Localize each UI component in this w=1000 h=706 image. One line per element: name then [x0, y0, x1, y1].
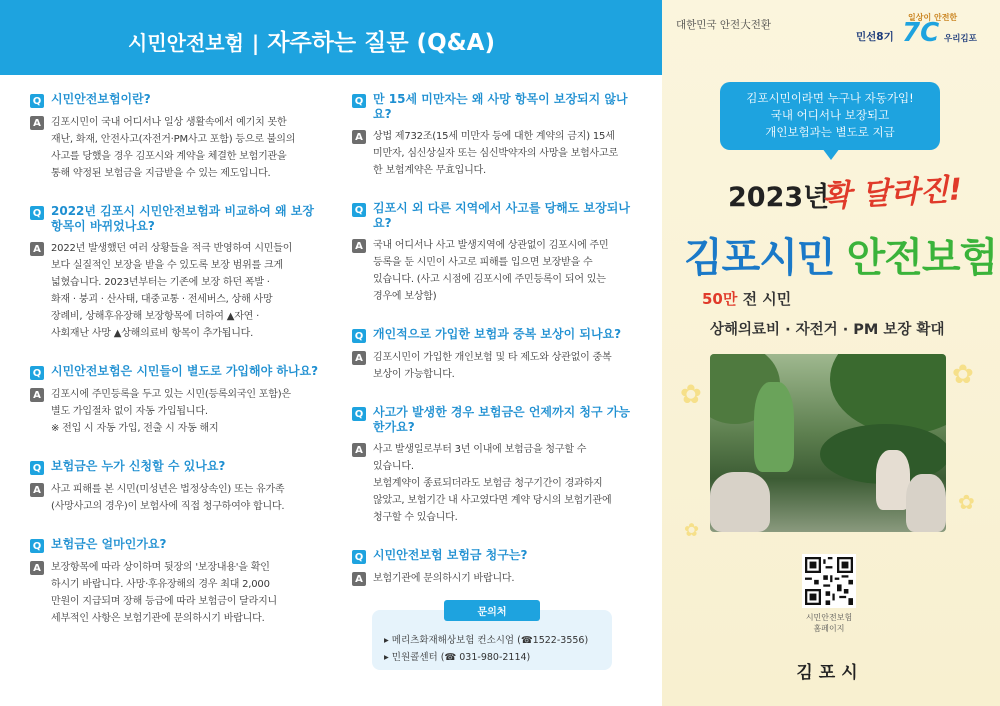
answer-text: 상법 제732조(15세 미만자 등에 대한 계약의 금지) 15세 미만자, 심신상실자 또는 심신박약자의 사망을 보험사고로 한 보험계약은 무효입니다. — [373, 131, 618, 176]
national-slogan: 대한민국 안전大전환 — [676, 19, 771, 31]
answer — [352, 441, 632, 526]
contact-title-label: 문의처 — [444, 600, 541, 621]
flower-icon: ✿ — [680, 380, 702, 410]
flower-icon: ✿ — [952, 360, 974, 390]
qa-column-left — [30, 92, 320, 649]
qa-item — [30, 204, 320, 342]
question — [352, 92, 632, 122]
answer-text: 보장항목에 따라 상이하며 뒷장의 '보장내용'을 확인 하시기 바랍니다. 사망·후유장해의 경우 최대 2,000 만원이 지급되며 장해 등급에 따라 보험금이 달라지니 세부적인 사항은 보험기관에 문의하시기 바랍니다. — [51, 562, 277, 624]
answer-mark-icon: A — [352, 239, 366, 253]
logo-slogan: 일상이 안전한 — [908, 13, 958, 22]
qr-caption: 시민안전보험 홈페이지 — [805, 613, 853, 633]
qr-code-icon[interactable] — [802, 554, 856, 608]
answer — [352, 349, 632, 383]
qa-item — [30, 92, 320, 182]
answer — [352, 570, 632, 587]
answer — [30, 240, 320, 342]
qa-item — [30, 364, 320, 437]
question-text: 김포시 외 다른 지역에서 사고를 당해도 보장되나요? — [373, 201, 630, 230]
qa-item — [352, 92, 632, 179]
contact-lines — [384, 632, 588, 666]
answer-text: 보험기관에 문의하시기 바랍니다. — [373, 573, 515, 584]
contact-line-callcenter: ▸ 민원콜센터 (☎ 031-980-2114) — [384, 652, 531, 663]
speech-bubble: 김포시민이라면 누구나 자동가입! 국내 어디서나 보장되고 개인보험과는 별도로 지급 — [720, 82, 940, 150]
answer-text: 국내 어디서나 사고 발생지역에 상관없이 김포시에 주민 등록을 둔 시민이 사고로 피해를 입으면 보장받을 수 있습니다. (사고 시점에 김포시에 주민등록이 되어 있는 경우에 보상함) — [373, 240, 609, 302]
banner-heading: 자주하는 질문 (Q&A) — [267, 30, 495, 56]
logo-number: 7C — [902, 18, 940, 48]
question-text: 보험금은 누가 신청할 수 있나요? — [51, 459, 226, 473]
question — [30, 92, 320, 108]
cover-title — [684, 226, 997, 283]
question-text: 만 15세 미만자는 왜 사망 항목이 보장되지 않나요? — [373, 92, 628, 121]
answer — [30, 481, 320, 515]
flower-icon: ✿ — [958, 490, 975, 514]
flower-icon: ✿ — [684, 520, 700, 541]
qa-column-middle — [352, 92, 632, 609]
photo-cow-figure — [710, 472, 770, 532]
answer-mark-icon: A — [30, 242, 44, 256]
answer-text: 김포시민이 국내 어디서나 일상 생활속에서 예기치 못한 재난, 화재, 안전사고(자전거·PM사고 포함) 등으로 불의의 사고를 당했을 경우 김포시와 계약을 체결한 보험기관을 통해 약정된 보험금을 지급받을 수 있는 제도입니다. — [51, 117, 296, 179]
answer-mark-icon: A — [352, 130, 366, 144]
question-text: 시민안전보험이란? — [51, 92, 151, 106]
question-mark-icon: Q — [30, 461, 44, 475]
coverage-expansion: 상해의료비 · 자전거 · PM 보장 확대 — [710, 322, 945, 338]
logo-city: 우리김포 — [944, 34, 977, 44]
answer-text: 2022년 발생했던 여러 상황들을 적극 반영하여 시민들이 보다 실질적인 보장을 받을 수 있도록 보장 범위를 크게 넓혔습니다. 2023년부터는 기존에 보장 하던 폭발 · 화재 · 붕괴 · 산사태, 대중교통 · 전세버스, 상해 사망 장례비, 상해후유장해 보장항목에 더하여 ▲자연 · 사회재난 사망 ▲상해의료비 항목이 추가됩니다. — [51, 243, 293, 339]
question-text: 시민안전보험은 시민들이 별도로 가입해야 하나요? — [51, 364, 319, 378]
answer-text: 김포시에 주민등록을 두고 있는 시민(등록외국인 포함)은 별도 가입절차 없이 자동 가입됩니다. ※ 전입 시 자동 가입, 전출 시 자동 해지 — [51, 389, 291, 434]
answer-mark-icon: A — [30, 116, 44, 130]
question-text: 개인적으로 가입한 보험과 중복 보상이 되나요? — [373, 327, 622, 341]
answer — [30, 386, 320, 437]
banner-separator: | — [251, 31, 260, 55]
answer-mark-icon: A — [352, 351, 366, 365]
qa-item — [352, 201, 632, 305]
photo-tree — [830, 354, 946, 434]
question — [30, 537, 320, 553]
logo-label: 민선8기 — [856, 31, 894, 43]
question-text: 보험금은 얼마인가요? — [51, 537, 167, 551]
qa-item — [30, 459, 320, 515]
contact-box — [372, 607, 612, 670]
photo-child-sitting — [876, 450, 910, 510]
question — [30, 364, 320, 380]
answer-mark-icon: A — [352, 443, 366, 457]
question-mark-icon: Q — [352, 550, 366, 564]
question — [30, 204, 320, 234]
question — [352, 201, 632, 231]
question-mark-icon: Q — [30, 539, 44, 553]
city-name: 김포시 — [796, 663, 864, 683]
cover-title-part2: 안전보험 — [846, 235, 998, 281]
answer-text: 사고 피해를 본 시민(미성년은 법정상속인) 또는 유가족 (사망사고의 경우)이 보험사에 직접 청구하여야 합니다. — [51, 484, 285, 512]
population-number: 50만 — [702, 290, 738, 308]
coverage-population — [702, 288, 791, 309]
banner-title — [128, 24, 495, 57]
year-label: 2023년 — [728, 182, 830, 213]
question-mark-icon: Q — [352, 203, 366, 217]
speech-bubble-tail — [822, 148, 840, 160]
question-mark-icon: Q — [30, 366, 44, 380]
answer-mark-icon: A — [30, 561, 44, 575]
answer — [30, 559, 320, 627]
photo-child-standing — [754, 382, 794, 472]
city-logo — [856, 12, 986, 52]
question-mark-icon: Q — [30, 206, 44, 220]
contact-title — [372, 600, 612, 621]
question-text: 시민안전보험 보험금 청구는? — [373, 548, 528, 562]
answer — [352, 237, 632, 305]
answer-mark-icon: A — [352, 572, 366, 586]
changed-label: 확 달라진! — [821, 172, 964, 215]
question — [352, 327, 632, 343]
cover-title-part1: 김포시민 — [684, 235, 835, 281]
qa-item — [352, 548, 632, 587]
answer-text: 사고 발생일로부터 3년 이내에 보험금을 청구할 수 있습니다. 보험계약이 종료되더라도 보험금 청구기간이 경과하지 않았고, 보험기간 내 사고였다면 계약 당시의 보험기관에 청구할 수 있습니다. — [373, 444, 612, 523]
banner-brand: 시민안전보험 — [128, 31, 244, 55]
answer-mark-icon: A — [30, 388, 44, 402]
answer — [30, 114, 320, 182]
cover-panel — [662, 0, 1000, 706]
question — [352, 548, 632, 564]
question-text: 2022년 김포시 시민안전보험과 비교하여 왜 보장 항목이 바뀌었나요? — [51, 204, 314, 233]
qa-item — [352, 405, 632, 526]
header-banner — [0, 0, 662, 75]
qa-item — [352, 327, 632, 383]
question-text: 사고가 발생한 경우 보험금은 언제까지 청구 가능 한가요? — [373, 405, 630, 434]
family-photo — [710, 354, 946, 532]
population-text: 전 시민 — [737, 290, 792, 308]
question-mark-icon: Q — [352, 407, 366, 421]
answer — [352, 128, 632, 179]
question — [352, 405, 632, 435]
question-mark-icon: Q — [30, 94, 44, 108]
answer-text: 김포시민이 가입한 개인보험 및 타 제도와 상관없이 중복 보상이 가능합니다. — [373, 352, 612, 380]
question — [30, 459, 320, 475]
answer-mark-icon: A — [30, 483, 44, 497]
question-mark-icon: Q — [352, 329, 366, 343]
contact-line-insurer: ▸ 메리츠화재해상보험 컨소시엄 (☎1522-3556) — [384, 635, 589, 646]
photo-cow-figure — [906, 474, 946, 532]
question-mark-icon: Q — [352, 94, 366, 108]
qa-item — [30, 537, 320, 627]
